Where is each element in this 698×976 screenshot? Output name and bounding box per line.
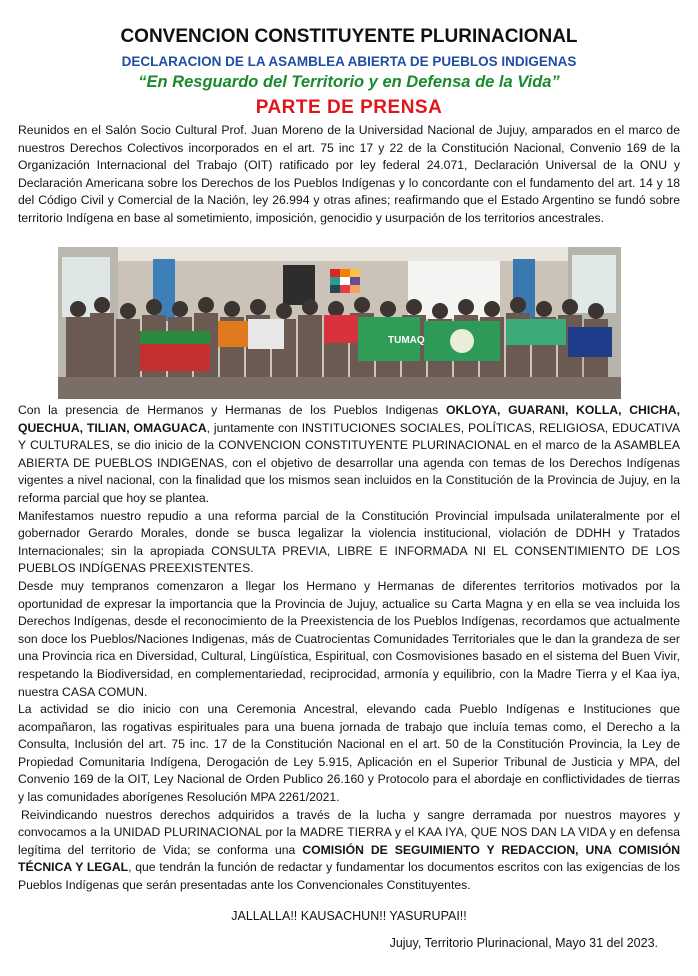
paragraph-presence-b: , juntamente con INSTITUCIONES SOCIALES, POLÍTICAS, RELIGIOSA, EDUCATIVA Y CULTURALES, se dio inicio de la CONVENCION CONSTITUYENTE PLURINACIONAL en el marco de la ASAMBLEA ABIERTA DE PUEBLOS INDIGENAS, con el objetivo de desarrollar una agenda con temas de los Derechos Indígenas vigentes a nivel nacional, con la finalidad que los mismos sean incluidos en la Constitución de la Provincia de Jujuy, en la reforma parcial que hoy se plantea.	[18, 420, 680, 505]
commission-name: COMISIÓN DE SEGUIMIENTO Y REDACCION, UNA COMISIÓN TÉCNICA Y LEGAL	[18, 842, 681, 875]
paragraph-presence	[18, 402, 680, 508]
photo-banner-text: TUMAQ	[388, 335, 425, 346]
press-label: PARTE DE PRENSA	[255, 97, 443, 118]
peoples-list: OKLOYA, GUARANI, KOLLA, CHICHA, QUECHUA, TILIAN, OMAGUACA	[18, 403, 680, 435]
paragraph-presence-a: Con la presencia de Hermanos y Hermanas de los Pueblos Indigenas	[18, 403, 446, 417]
paragraph-ceremony: La actividad se dio inicio con una Ceremonia Ancestral, elevando cada Pueblo Indígenas e Instituciones que acompañaron, las rogativas espirituales para una buena jornada de trabajo que incluía temas como, el Derecho a la Consulta, Inclusión del art. 75 inc. 17 de la Constitución Nacional en el art. 50 de la Constitución Provincia, la Ley de Propiedad Comunitaria Indígena, Derogación de Ley 5.915, Aplicación en el Superior Tribunal de Justicia y MPA, del Convenio 169 de la OIT, Ley Nacional de Orden Publico 26.160 y Protocolo para el abordaje en conflictividades de tierras y las comunidades aborígenes Resolución MPA 2261/2021.	[18, 702, 680, 805]
intro-paragraph: Reunidos en el Salón Socio Cultural Prof. Juan Moreno de la Universidad Nacional de Jujuy, amparados en el marco de nuestros Derechos Colectivos incorporados en el art. 75 inc 17 y 22 de la Constitución Nacional, Convenio 169 de la Organización Internacional del Trabajo (OIT) ratificado por ley federal 24.071, Declaración Universal de la ONU y Declaración Americana sobre los Derechos de los Pueblos Indígenas y lo concordante con el fundamento del art. 14 y 18 del Código Civil y Comercial de la Nación, ley 26.994 y otras afines; reafirmando que el Estado Argentino se fundó sobre territorio Indígena en base al sometimiento, imposición, genocidio y usurpación de los territorios ancestrales.	[18, 123, 680, 225]
paragraph-arrival: Desde muy tempranos comenzaron a llegar los Hermano y Hermanas de diferentes territorios motivados por la oportunidad de expresar la importancia que la Provincia de Jujuy, actualice su Carta Magna y en ella se vea incluida los Derechos Indígenas, desde el reconocimiento de la Preexistencia de los Pueblos Indígenas, recordamos que actualmente son doce los Pueblos/Naciones Indigenas, más de Cuatrocientas Comunidades Territoriales que le dan la grandeza de ser una Provincia rica en Diversidad, Cultural, Lingüística, Espiritual, con Cosmovisiones basado en el sistema del Buen Vivir, respetando la Biodiversidad, en complementariedad, reciprocidad, armonía y equilibrio, con la Madre Tierra y el Kaa iya, nuestra CASA COMUN.	[18, 578, 680, 699]
paragraph-commission	[18, 807, 680, 895]
paragraph-repudiation: Manifestamos nuestro repudio a una reforma parcial de la Constitución Provincial impulsada unilateralmente por el gobernador Gerardo Morales, donde se busca legalizar la violencia institucional, violación de DDHH y Tratados Internacionales; sin la apropiada CONSULTA PREVIA, LIBRE E INFORMADA NI EL CONSENTIMIENTO DE LOS PUEBLOS INDÍGENAS PREEXISTENTES.	[18, 508, 680, 576]
assembly-photo	[58, 247, 621, 399]
main-body	[18, 402, 680, 895]
signoff-date: Jujuy, Territorio Plurinacional, Mayo 31 del 2023.	[389, 936, 658, 950]
closing-slogan: JALLALLA!! KAUSACHUN!! YASURUPAI!!	[231, 909, 467, 923]
document-title: CONVENCION CONSTITUYENTE PLURINACIONAL	[120, 26, 578, 47]
document-subtitle: DECLARACION DE LA ASAMBLEA ABIERTA DE PUEBLOS INDIGENAS	[121, 54, 577, 69]
paragraph-commission-a: Reivindicando nuestros derechos adquiridos a través de la lucha y sangre derramada por nuestros mayores y convocamos a la UNIDAD PLURINACIONAL por la MADRE TIERRA y el KAA IYA, QUE NOS DAN LA VIDA y en defensa legítima del territorio de Vida; se conforma una	[18, 807, 680, 857]
document-motto: “En Resguardo del Territorio y en Defensa de la Vida”	[138, 73, 560, 91]
paragraph-commission-b: , que tendrán la función de redactar y fundamentar los documentos escritos con las exigencias de los Pueblos Indígenas que serán presentadas ante los Convencionales Constituyentes.	[18, 860, 680, 893]
wiphala-flag	[330, 269, 360, 293]
